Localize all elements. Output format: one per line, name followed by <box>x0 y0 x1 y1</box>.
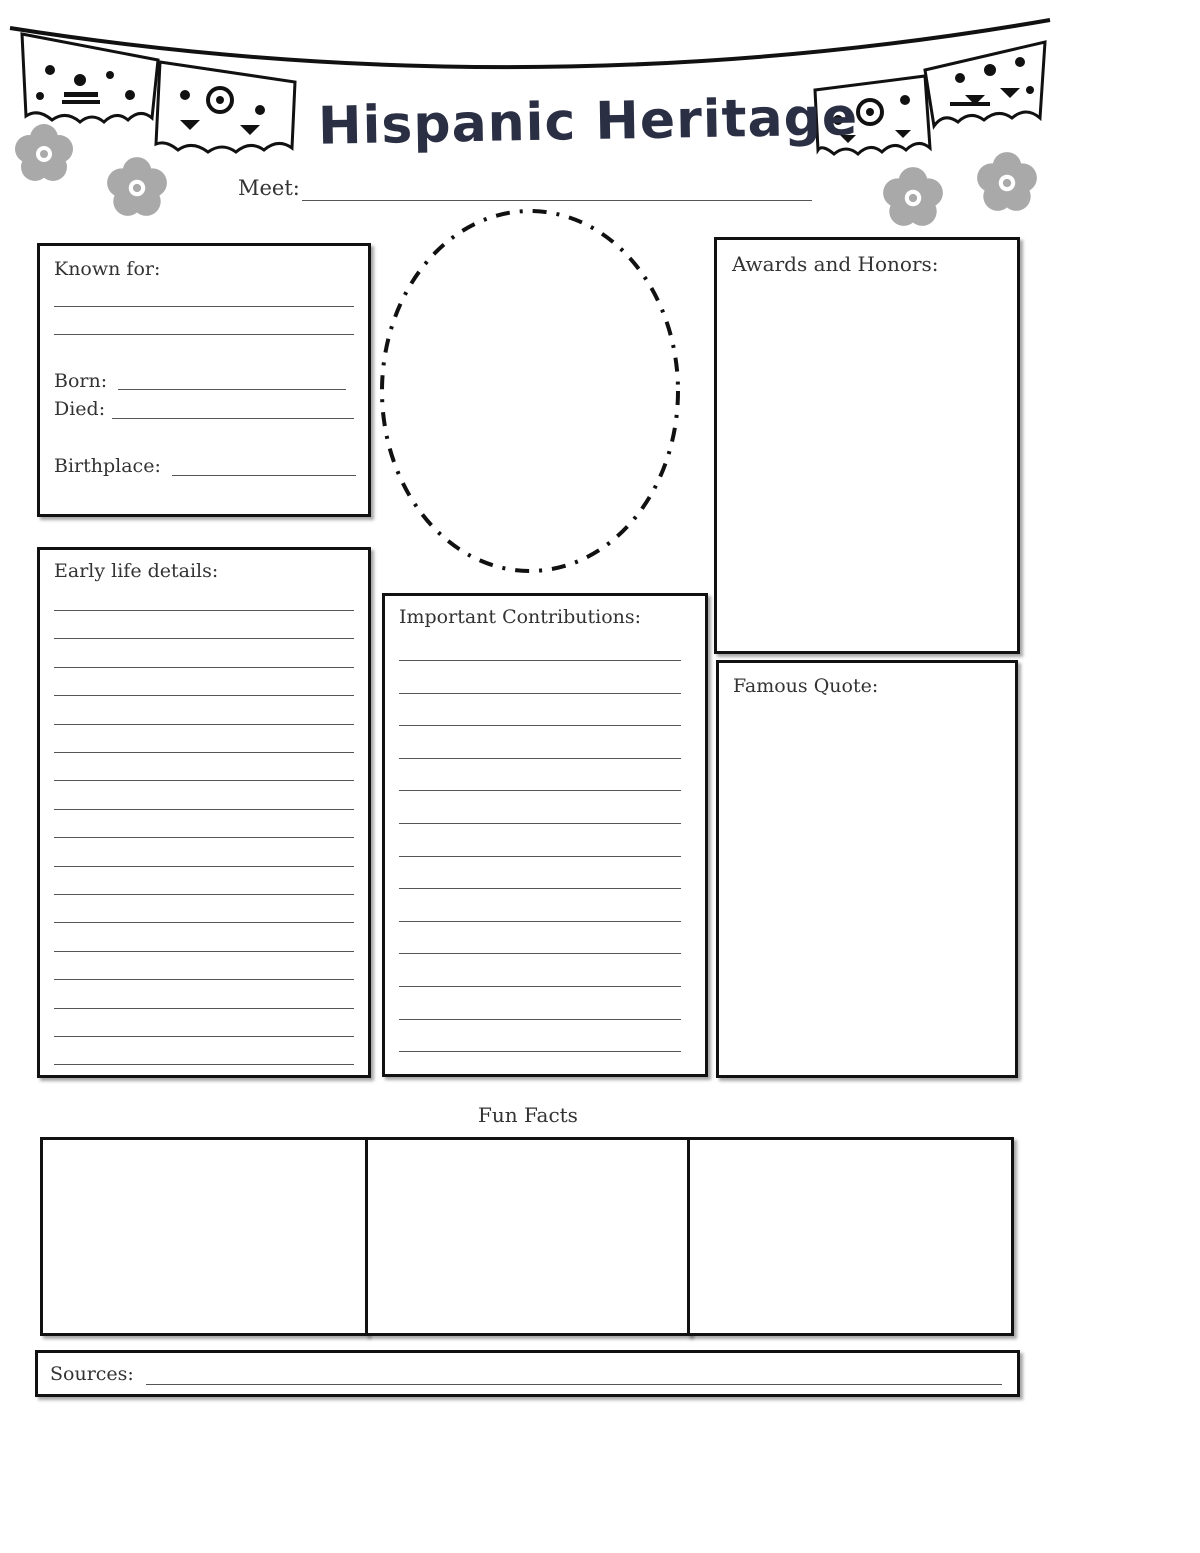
flower-icon <box>974 150 1040 216</box>
writing-line[interactable] <box>54 724 354 725</box>
known-for-line[interactable] <box>54 306 354 307</box>
fun-facts-label: Fun Facts <box>478 1103 578 1127</box>
meet-label: Meet: <box>238 176 300 200</box>
writing-line[interactable] <box>399 888 681 889</box>
birthplace-label: Birthplace: <box>54 455 161 477</box>
writing-line[interactable] <box>54 809 354 810</box>
meet-field[interactable] <box>302 200 812 201</box>
writing-line[interactable] <box>399 693 681 694</box>
writing-line[interactable] <box>54 951 354 952</box>
contributions-box <box>382 593 708 1077</box>
flower-icon <box>104 155 170 221</box>
writing-line[interactable] <box>399 1019 681 1020</box>
sources-label: Sources: <box>50 1363 134 1385</box>
writing-line[interactable] <box>399 823 681 824</box>
writing-line[interactable] <box>54 695 354 696</box>
fun-fact-box[interactable] <box>40 1137 368 1336</box>
awards-box <box>714 237 1020 654</box>
died-field[interactable] <box>112 418 354 419</box>
known-for-line[interactable] <box>54 334 354 335</box>
writing-line[interactable] <box>399 986 681 987</box>
writing-line[interactable] <box>54 667 354 668</box>
contributions-label: Important Contributions: <box>399 606 642 628</box>
writing-line[interactable] <box>54 780 354 781</box>
writing-line[interactable] <box>54 610 354 611</box>
died-label: Died: <box>54 398 106 420</box>
writing-line[interactable] <box>54 922 354 923</box>
early-life-box <box>37 547 371 1078</box>
sources-box <box>35 1350 1020 1397</box>
writing-line[interactable] <box>399 790 681 791</box>
sources-field[interactable] <box>146 1384 1002 1385</box>
awards-label: Awards and Honors: <box>732 252 939 276</box>
writing-line[interactable] <box>399 856 681 857</box>
quote-label: Famous Quote: <box>733 675 879 697</box>
quote-box <box>716 660 1018 1078</box>
fun-fact-box[interactable] <box>687 1137 1014 1336</box>
writing-line[interactable] <box>54 837 354 838</box>
writing-line[interactable] <box>399 953 681 954</box>
writing-line[interactable] <box>399 921 681 922</box>
born-field[interactable] <box>118 389 346 390</box>
writing-line[interactable] <box>399 725 681 726</box>
known-for-box <box>37 243 371 517</box>
page-title: Hispanic Heritage <box>317 87 859 157</box>
born-label: Born: <box>54 370 108 392</box>
flower-icon <box>880 165 946 231</box>
portrait-frame[interactable] <box>378 205 688 580</box>
writing-line[interactable] <box>54 1008 354 1009</box>
writing-line[interactable] <box>399 758 681 759</box>
writing-line[interactable] <box>399 1051 681 1052</box>
writing-line[interactable] <box>54 1064 354 1065</box>
fun-fact-box[interactable] <box>365 1137 691 1336</box>
early-life-label: Early life details: <box>54 560 219 582</box>
writing-line[interactable] <box>54 638 354 639</box>
writing-line[interactable] <box>54 752 354 753</box>
writing-line[interactable] <box>54 894 354 895</box>
flower-icon <box>12 122 76 186</box>
known-for-label: Known for: <box>54 258 161 280</box>
birthplace-field[interactable] <box>172 475 356 476</box>
writing-line[interactable] <box>54 866 354 867</box>
writing-line[interactable] <box>399 660 681 661</box>
writing-line[interactable] <box>54 979 354 980</box>
writing-line[interactable] <box>54 1036 354 1037</box>
